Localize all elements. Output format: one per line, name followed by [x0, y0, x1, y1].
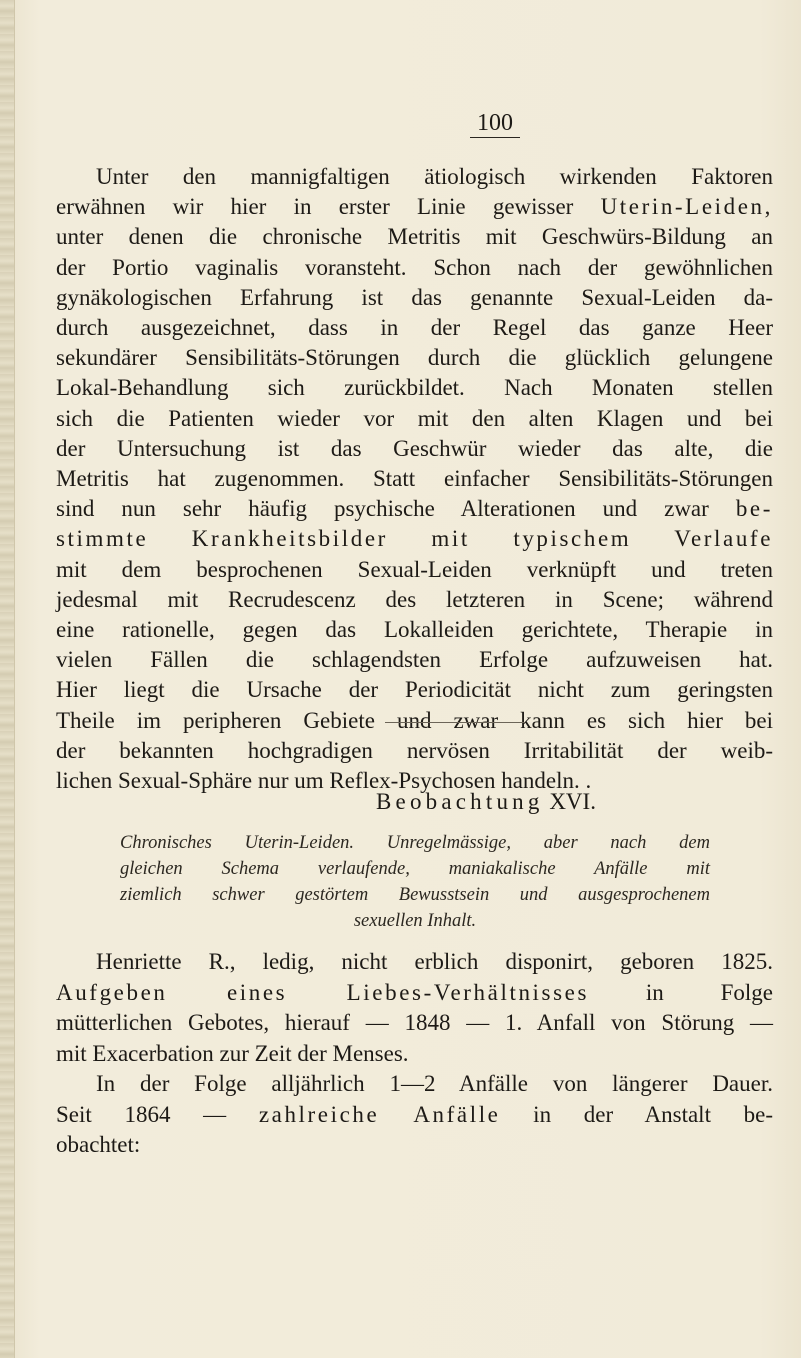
text-line: obachtet: — [56, 1132, 141, 1157]
spaced-emphasis-line: stimmte Krankheitsbilder mit typischem Verlaufe — [56, 526, 773, 552]
case-summary — [120, 830, 710, 934]
text-line: Metritis hat zugenommen. Statt einfacher Sensibilitäts-Störungen — [56, 466, 773, 492]
paragraph-etiology — [56, 162, 773, 796]
text-line: der Portio vaginalis voransteht. Schon nach der gewöhnlichen — [56, 254, 773, 280]
summary-line: gleichen Schema verlaufende, maniakalische Anfälle mit — [120, 859, 710, 879]
text-line: unter denen die chronische Metritis mit Geschwürs-Bildung an — [56, 224, 773, 250]
case-history — [56, 947, 773, 1161]
text-line: durch ausgezeichnet, dass in der Regel das ganze Heer — [56, 315, 773, 341]
spaced-emphasis: be- — [735, 496, 773, 522]
text-line: mütterlichen Gebotes, hierauf — 1848 — 1. Anfall von Störung — — [56, 1010, 773, 1035]
binding-edge — [0, 0, 15, 1358]
section-divider — [385, 722, 525, 723]
text-line: vielen Fällen die schlagendsten Erfolge aufzuweisen hat. — [56, 647, 773, 673]
text-line: der Untersuchung ist das Geschwür wieder das alte, die — [56, 435, 773, 461]
text-line: lichen Sexual-Sphäre nur um Reflex-Psychosen handeln. . — [56, 768, 592, 794]
text-line: mit Exacerbation zur Zeit der Menses. — [56, 1040, 409, 1066]
text-line: der bekannten hochgradigen nervösen Irritabilität der weib- — [56, 737, 773, 763]
text-line: mit dem besprochenen Sexual-Leiden verknüpft und treten — [56, 556, 773, 582]
text-line: erwähnen wir hier in erster Linie gewisser Uterin-Leiden, — [56, 194, 773, 220]
heading-numeral: XVI. — [549, 789, 596, 814]
text-line: Lokal-Behandlung sich zurückbildet. Nach Monaten stellen — [56, 375, 773, 401]
text-line: sich die Patienten wieder vor mit den alten Klagen und bei — [56, 405, 773, 431]
observation-heading — [376, 788, 596, 816]
spaced-emphasis: Uterin-Leiden, — [600, 194, 773, 220]
text-line: Henriette R., ledig, nicht erblich disponirt, geboren 1825. — [96, 949, 773, 974]
text-line: Theile im peripheren Gebiete und zwar kann es sich hier bei — [56, 707, 773, 733]
spaced-emphasis: Aufgeben eines Liebes-Verhältnisses — [56, 979, 589, 1005]
text-line: Hier liegt die Ursache der Periodicität nicht zum geringsten — [56, 677, 773, 703]
text-line: Aufgeben eines Liebes-Verhältnisses in Folge — [56, 979, 773, 1005]
summary-line: Chronisches Uterin-Leiden. Unregelmässige, aber nach dem — [120, 833, 710, 853]
text-line: In der Folge alljährlich 1—2 Anfälle von längerer Dauer. — [96, 1071, 773, 1096]
heading-word: Beobachtung — [376, 789, 544, 814]
page-number: 100 — [470, 109, 520, 138]
summary-line: ziemlich schwer gestörtem Bewusstsein und ausgesprochenem — [120, 885, 710, 905]
text-line: sekundärer Sensibilitäts-Störungen durch die glücklich gelungene — [56, 345, 773, 371]
text-line: jedesmal mit Recrudescenz des letzteren in Scene; während — [56, 586, 773, 612]
text-line: Unter den mannigfaltigen ätiologisch wirkenden Faktoren — [96, 164, 773, 189]
spaced-emphasis: zahlreiche Anfälle — [258, 1101, 501, 1127]
text-line: eine rationelle, gegen das Lokalleiden gerichtete, Therapie in — [56, 617, 773, 643]
text-line: gynäkologischen Erfahrung ist das genannte Sexual-Leiden da- — [56, 284, 773, 310]
text-line: Seit 1864 — zahlreiche Anfälle in der Anstalt be- — [56, 1101, 774, 1127]
summary-line: sexuellen Inhalt. — [353, 911, 477, 931]
text-line: sind nun sehr häufig psychische Alterationen und zwar be- — [56, 496, 773, 522]
